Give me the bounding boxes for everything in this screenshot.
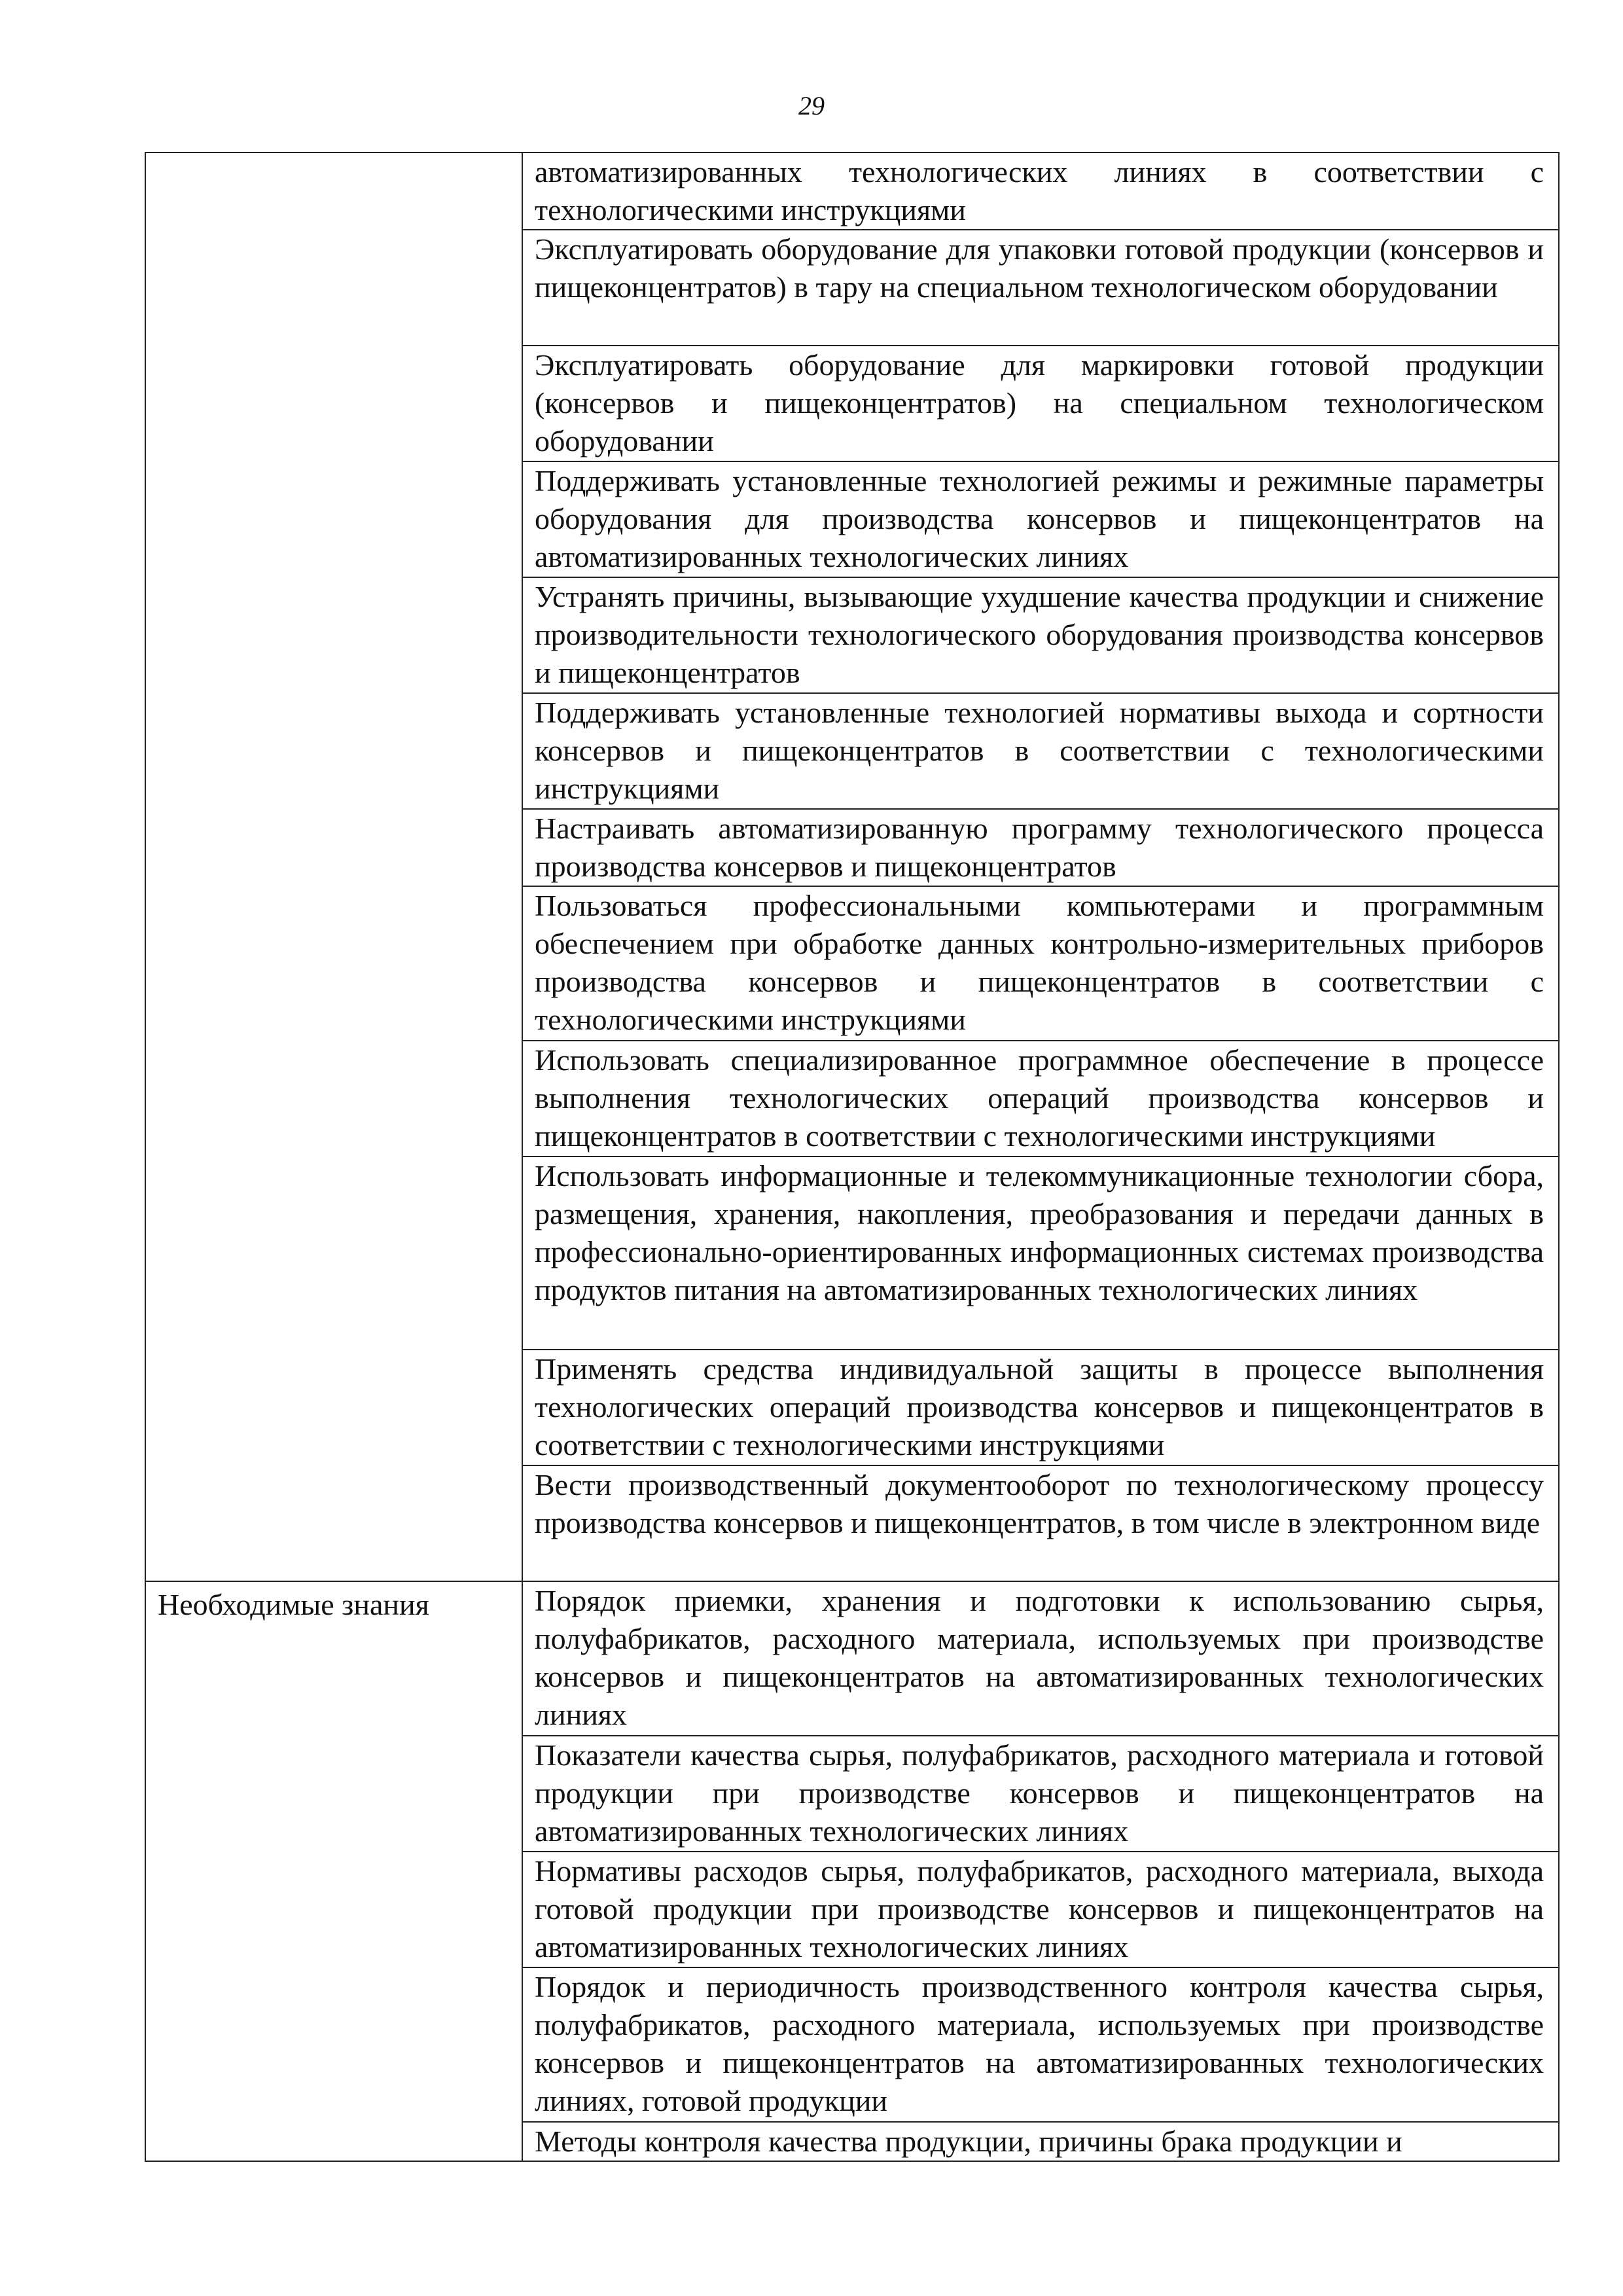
skill-item: Настраивать автоматизированную программу технологического процесса производства консервов и пищеконцентратов: [522, 809, 1559, 886]
skill-item: Поддерживать установленные технологией режимы и режимные параметры оборудования для производства консервов и пищеконцентратов на автоматизированных технологических линиях: [522, 461, 1559, 577]
section-label: Необходимые знания: [145, 1581, 522, 2161]
skill-item: Эксплуатировать оборудование для маркировки готовой продукции (консервов и пищеконцентратов) на специальном технологическом оборудовании: [522, 346, 1559, 461]
knowledge-item: Порядок приемки, хранения и подготовки к использованию сырья, полуфабрикатов, расходного материала, используемых при производстве консервов и пищеконцентратов на автоматизированных технологических линиях: [522, 1581, 1559, 1736]
skill-item: Использовать информационные и телекоммуникационные технологии сбора, размещения, хранения, накопления, преобразования и передачи данных в профессионально-ориентированных информационных системах производства продуктов питания на автоматизированных технологических линиях: [522, 1157, 1559, 1350]
competency-table-body: [145, 152, 1559, 2161]
knowledge-item: Нормативы расходов сырья, полуфабрикатов, расходного материала, выхода готовой продукции при производстве консервов и пищеконцентратов на автоматизированных технологических линиях: [522, 1852, 1559, 1967]
section-label: [145, 152, 522, 1581]
knowledge-item: Показатели качества сырья, полуфабрикатов, расходного материала и готовой продукции при производстве консервов и пищеконцентратов на автоматизированных технологических линиях: [522, 1736, 1559, 1852]
skill-item: Пользоваться профессиональными компьютерами и программным обеспечением при обработке данных контрольно-измерительных приборов производства консервов и пищеконцентратов в соответствии с технологическими инструкциями: [522, 886, 1559, 1041]
table-row: [145, 152, 1559, 230]
competency-table: [145, 152, 1560, 2162]
skill-item: Устранять причины, вызывающие ухудшение качества продукции и снижение производительности технологического оборудования производства консервов и пищеконцентратов: [522, 577, 1559, 693]
knowledge-item: Методы контроля качества продукции, причины брака продукции и: [522, 2122, 1559, 2161]
skill-item: Применять средства индивидуальной защиты в процессе выполнения технологических операций производства консервов и пищеконцентратов в соответствии с технологическими инструкциями: [522, 1350, 1559, 1465]
page-number: 29: [798, 91, 825, 120]
table-row: [145, 1581, 1559, 1736]
skill-item: Поддерживать установленные технологией нормативы выхода и сортности консервов и пищеконцентратов в соответствии с технологическими инструкциями: [522, 693, 1559, 809]
skill-item: автоматизированных технологических линиях в соответствии с технологическими инструкциями: [522, 152, 1559, 230]
skill-item: Вести производственный документооборот по технологическому процессу производства консервов и пищеконцентратов, в том числе в электронном виде: [522, 1465, 1559, 1581]
skill-item: Использовать специализированное программное обеспечение в процессе выполнения технологических операций производства консервов и пищеконцентратов в соответствии с технологическими инструкциями: [522, 1041, 1559, 1157]
knowledge-item: Порядок и периодичность производственного контроля качества сырья, полуфабрикатов, расходного материала, используемых при производстве консервов и пищеконцентратов на автоматизированных технологических линиях, готовой продукции: [522, 1967, 1559, 2122]
skill-item: Эксплуатировать оборудование для упаковки готовой продукции (консервов и пищеконцентратов) в тару на специальном технологическом оборудовании: [522, 230, 1559, 346]
